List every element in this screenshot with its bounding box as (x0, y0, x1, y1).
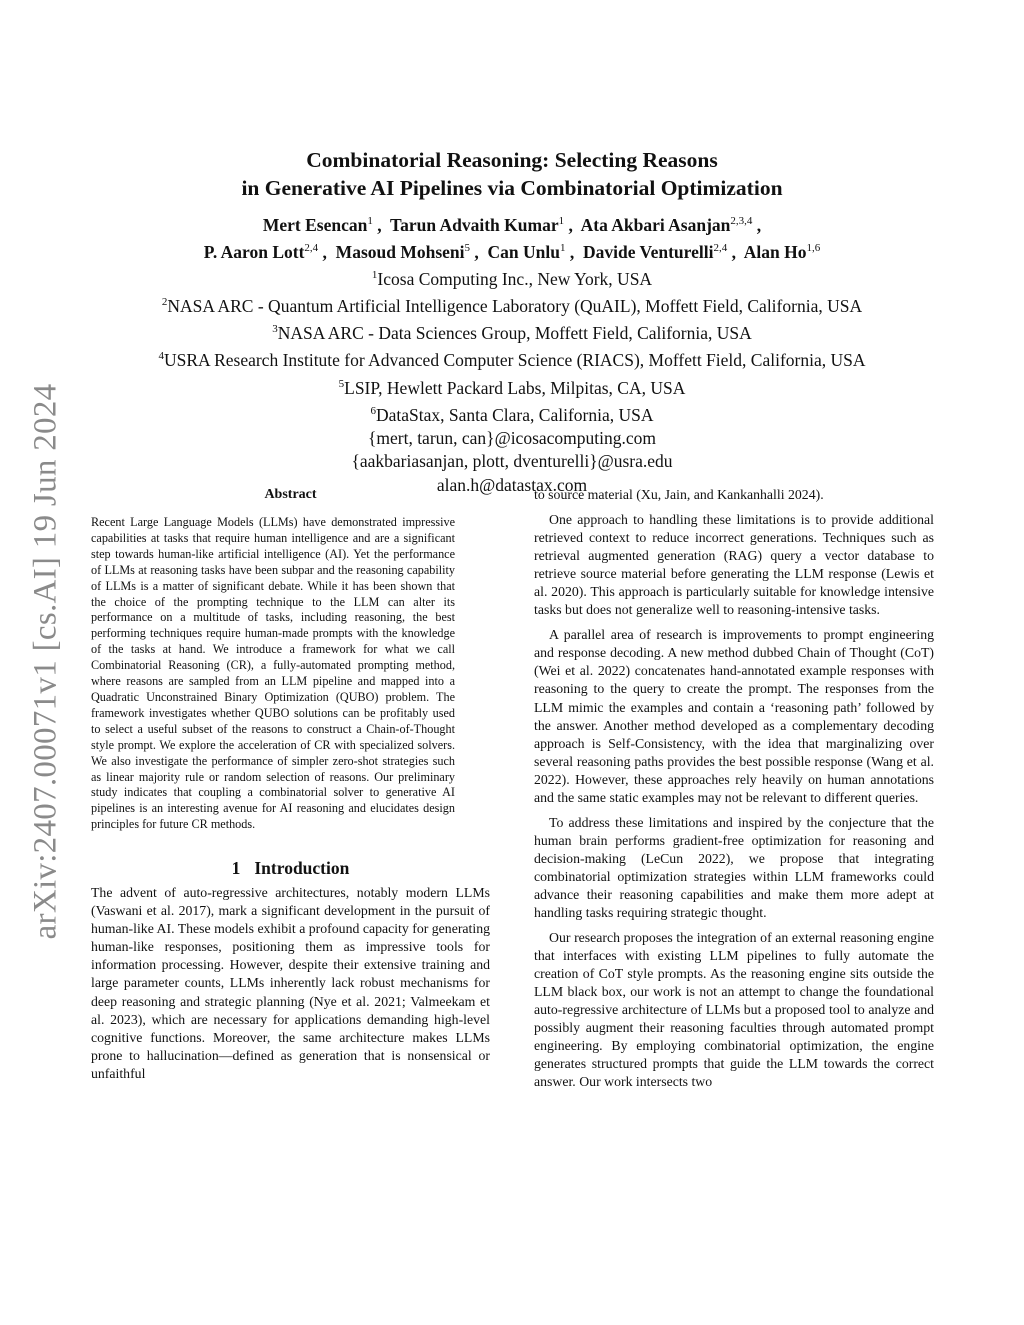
author-affiliation-mark: 1 (559, 241, 566, 254)
author-line-2: P. Aaron Lott$^{2,4}$ , Masoud Mohseni$^5$ , Can Unlu$^1$ , Davide Venturelli$^{2,4}$ , Alan Ho$^{1,6}$ (203, 241, 821, 262)
body-paragraph: To address these limitations and inspired by the conjecture that the human brain performs gradient-free optimization for reasoning and decision-making (LeCun 2022), we propose that integrating combinatorial optimization strategies within LLM frameworks could advance their reasoning capabilities and make them more adept at handling tasks requiring strategic thought. (534, 814, 934, 921)
author-affiliation-mark: 2,4 (713, 241, 728, 254)
email-line: {aakbariasanjan, plott, dventurelli}@usra.edu (351, 451, 673, 472)
title-line-2: in Generative AI Pipelines via Combinatorial Optimization (241, 176, 783, 200)
body-paragraph: to source material (Xu, Jain, and Kankanhalli 2024). (534, 487, 824, 502)
paper-header (80, 146, 944, 497)
affiliation-mark: 1 (371, 268, 378, 281)
affiliation-mark: 4 (158, 350, 164, 363)
affiliation-line (80, 291, 944, 318)
affiliation-text: NASA ARC - Quantum Artificial Intelligence Laboratory (QuAIL), Moffett Field, California, USA (167, 295, 863, 316)
paper-title (80, 146, 944, 202)
body-paragraph: Our research proposes the integration of an external reasoning engine that interfaces with existing LLM pipelines to fully automate the creation of CoT style prompts. As the reasoning engine sits outside the LLM black box, our work is not an attempt to change the foundational auto-regressive architecture of LLMs but a proposed tool to analyze and possibly augment their reasoning faculties through automated prompt engineering. By employing combinatorial optimization, the engine generates structured prompts that guide the LLM towards the correct answer. Our work intersects two (534, 930, 934, 1090)
author-name: Masoud Mohseni (335, 241, 465, 262)
affiliation-text: DataStax, Santa Clara, California, USA (375, 404, 654, 425)
affiliation-text: USRA Research Institute for Advanced Computer Science (RIACS), Moffett Field, California, USA (163, 350, 866, 371)
section-number: 1 (231, 858, 241, 879)
affiliation-line (80, 264, 944, 291)
affiliation-mark: 5 (338, 377, 345, 390)
author-affiliation-mark: 2,3,4 (730, 215, 753, 227)
affiliation-list (80, 264, 944, 498)
author-name: Can Unlu (487, 241, 560, 262)
section-title: Introduction (254, 858, 350, 879)
arxiv-sidebar-stamp (18, 372, 74, 950)
affiliation-line (80, 345, 944, 372)
section-heading-introduction (91, 859, 490, 877)
author-affiliation-mark: 1 (558, 215, 565, 227)
author-name: Davide Venturelli (582, 241, 714, 262)
author-name: Alan Ho (743, 241, 807, 262)
left-column (91, 486, 490, 1083)
author-affiliation-mark: 5 (464, 241, 471, 254)
body-paragraph: One approach to handling these limitations is to provide additional retrieved context to reduce incorrect generations. Techniques such as retrieval augmented generation (RAG) query a vector database to retrieve source material before generating the LLM response (Lewis et al. 2020). This approach is particularly suitable for knowledge intensive tasks but does not generalize well to reasoning-intensive tasks. (534, 512, 934, 618)
author-affiliation-mark: 2,4 (304, 241, 319, 254)
email-line: {mert, tarun, can}@icosacomputing.com (367, 428, 657, 449)
affiliation-text: Icosa Computing Inc., New York, USA (377, 268, 653, 289)
author-name: Mert Esencan (262, 214, 368, 235)
author-affiliation-mark: 1 (367, 215, 373, 227)
author-line-1: Mert Esencan$^1$ , Tarun Advaith Kumar$^1$ , Ata Akbari Asanjan$^{2,3,4}$ , (262, 214, 762, 235)
author-name: Ata Akbari Asanjan (580, 214, 731, 235)
email-line: alan.h@datastax.com (436, 474, 588, 495)
affiliation-text: LSIP, Hewlett Packard Labs, Milpitas, CA, USA (344, 377, 686, 398)
affiliation-line (80, 373, 944, 400)
author-affiliation-mark: 1,6 (806, 241, 821, 254)
author-name: Tarun Advaith Kumar (390, 214, 559, 235)
affiliation-mark: 2 (161, 295, 168, 308)
abstract-heading: Abstract (264, 487, 317, 502)
affiliation-text: NASA ARC - Data Sciences Group, Moffett Field, California, USA (277, 322, 752, 343)
right-column (534, 486, 934, 1092)
author-name: P. Aaron Lott (203, 241, 305, 262)
affiliation-line (80, 400, 944, 427)
title-line-1: Combinatorial Reasoning: Selecting Reasons (306, 148, 718, 172)
affiliation-mark: 3 (272, 323, 278, 336)
affiliation-mark: 6 (370, 404, 376, 417)
abstract-paragraph: Recent Large Language Models (LLMs) have demonstrated impressive capabilities at tasks that require human intelligence and are a significant step towards human-like artificial intelligence (AI). Yet the performance of LLMs at reasoning tasks have been subpar and the reasoning capability of LLMs is a matter of significant debate. While it has been shown that the choice of the prompting technique to the LLM can alter its performance on a multitude of tasks, including reasoning, the best performing techniques require human-made prompts with the knowledge of the tasks at hand. We introduce a framework for what we call Combinatorial Reasoning (CR), a fully-automated prompting method, where reasons are sampled from an LLM pipeline and mapped into a Quadratic Unconstrained Binary Optimization (QUBO) problem. The framework investigates whether QUBO solutions can be profitably used to select a useful subset of the reasons to construct a Chain-of-Thought style prompt. We explore the acceleration of CR with specialized solvers. We also investigate the performance of simpler zero-shot strategies such as linear majority rule or random selection of reasons. Our preliminary study indicates that coupling a combinatorial solver to generative AI pipelines is an interesting avenue for AI reasoning and elucidates design principles for future CR methods. (91, 515, 455, 832)
body-paragraph: A parallel area of research is improvements to prompt engineering and response decoding. A new method dubbed Chain of Thought (CoT) (Wei et al. 2022) concatenates hand-annotated example responses with reasoning to the query to create the prompt. The responses from the LLM mimic the examples and contain a ‘reasoning path’ followed by the answer. Another method developed as a complementary decoding approach is Self-Consistency, with the idea that marginalizing over several reasoning paths provides the best possible response (Wang et al. 2022). However, these approaches rely heavily on human annotations and the same static examples may not be relevant to different queries. (534, 627, 934, 805)
intro-paragraph: The advent of auto-regressive architectures, notably modern LLMs (Vaswani et al. 2017), mark a significant development in the pursuit of human-like AI. These models exhibit a profound capacity for generating human-like responses, positioning them as impressive tools for information processing. However, despite their extensive training and large parameter counts, LLMs inherently lack robust mechanisms for deep reasoning and strategic planning (Nye et al. 2021; Valmeekam et al. 2023), which are necessary for applications demanding high-level cognitive functions. Moreover, the same architecture makes LLMs prone to hallucination—defined as generation that is nonsensical or unfaithful (91, 885, 490, 1081)
affiliation-line (80, 318, 944, 345)
author-list (80, 210, 944, 264)
arxiv-identifier: arXiv:2407.00071v1 [cs.AI] 19 Jun 2024 (27, 383, 64, 939)
